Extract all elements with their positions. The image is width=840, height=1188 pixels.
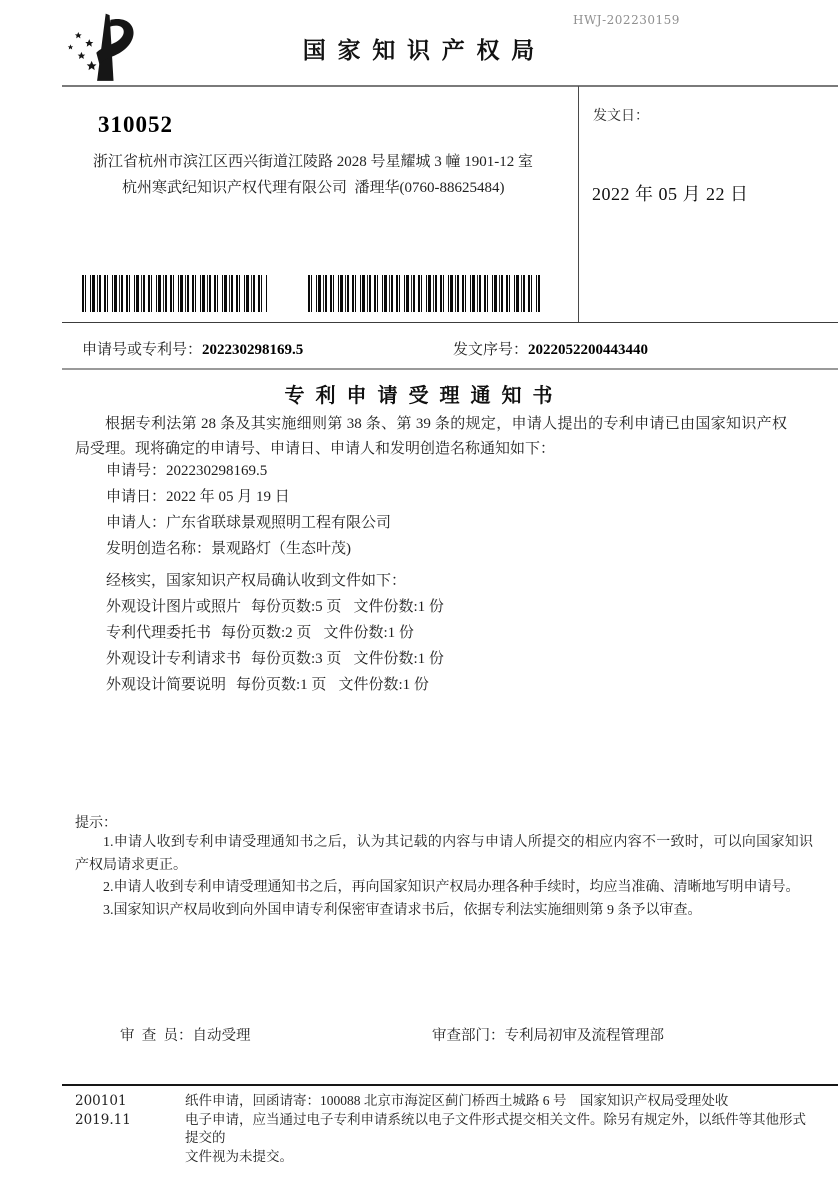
dispatch-date-value: 2022 年 05 月 22 日 bbox=[592, 184, 749, 204]
document-name: 专利代理委托书 bbox=[106, 625, 212, 641]
examiner-value: 自动受理 bbox=[192, 1028, 251, 1044]
footer-note-text: 电子申请，应当通过电子专利申请系统以电子文件形式提交相关文件。除另有规定外，以纸件等其他形式提交的 bbox=[185, 1111, 806, 1145]
document-name: 外观设计简要说明 bbox=[106, 677, 227, 693]
footer-note-text: 文件视为未提交。 bbox=[185, 1148, 293, 1164]
recipient-postal-code: 310052 bbox=[98, 112, 173, 137]
footer-note-text: 纸件申请，回函请寄：100088 北京市海淀区蓟门桥西土城路 6 号 国家知识产权局受理处收 bbox=[185, 1093, 729, 1108]
field-applicant bbox=[106, 510, 391, 536]
footer-row bbox=[75, 1111, 815, 1148]
tip-item-1: 1.申请人收到专利申请受理通知书之后，认为其记载的内容与申请人所提交的相应内容不一致时，可以向国家知识产权局请求更正。 bbox=[75, 835, 813, 873]
footer-form-code: 2019.11 bbox=[75, 1111, 131, 1128]
examiner-label: 审 查 员： bbox=[120, 1028, 193, 1044]
field-value: 202230298169.5 bbox=[166, 463, 268, 479]
footer-form-code bbox=[75, 1148, 185, 1167]
tips-list bbox=[75, 832, 813, 922]
serial-number-value: 2022052200443440 bbox=[528, 342, 649, 358]
field-filing-date bbox=[106, 484, 391, 510]
application-number-value: 202230298169.5 bbox=[202, 342, 304, 358]
received-documents-list bbox=[106, 568, 444, 698]
barcode-application-number bbox=[82, 275, 268, 312]
field-label: 申请人： bbox=[106, 515, 167, 531]
tips-heading: 提示： bbox=[75, 816, 117, 831]
recipient-address-line1: 浙江省杭州市滨江区西兴街道江陵路 2028 号星耀城 3 幢 1901-12 室 bbox=[93, 154, 533, 170]
document-reference-code: HWJ-202230159 bbox=[573, 13, 680, 27]
document-pages: 每份页数:3 页 bbox=[251, 651, 342, 667]
document-copies: 文件份数:1 份 bbox=[353, 651, 444, 667]
application-number-field bbox=[82, 338, 303, 359]
document-copies: 文件份数:1 份 bbox=[353, 599, 444, 615]
department-field bbox=[432, 1024, 664, 1045]
document-pages: 每份页数:5 页 bbox=[251, 599, 342, 615]
document-row bbox=[106, 672, 444, 698]
header-divider bbox=[62, 85, 838, 87]
document-row bbox=[106, 646, 444, 672]
footer-row bbox=[75, 1148, 815, 1167]
field-label: 申请日： bbox=[106, 489, 167, 505]
verify-line: 经核实，国家知识产权局确认收到文件如下： bbox=[106, 573, 407, 589]
footer-notes bbox=[75, 1092, 815, 1166]
tip-item-3: 3.国家知识产权局收到向外国申请专利保密审查请求书后，依据专利法实施细则第 9 条予以审查。 bbox=[103, 902, 702, 918]
field-value: 广东省联球景观照明工程有限公司 bbox=[166, 515, 392, 531]
document-copies: 文件份数:1 份 bbox=[323, 625, 414, 641]
footer-form-code: 200101 bbox=[75, 1093, 127, 1109]
document-name: 外观设计图片或照片 bbox=[106, 599, 242, 615]
document-row bbox=[106, 594, 444, 620]
footer-divider bbox=[62, 1084, 838, 1086]
department-label: 审查部门： bbox=[432, 1028, 505, 1044]
agency-title: 国 家 知 识 产 权 局 bbox=[302, 38, 538, 63]
document-pages: 每份页数:2 页 bbox=[221, 625, 312, 641]
serial-number-label: 发文序号： bbox=[453, 342, 529, 358]
dispatch-date-label: 发文日： bbox=[593, 109, 649, 124]
barcode-serial-number bbox=[308, 275, 540, 312]
serial-number-field bbox=[453, 338, 648, 359]
examiner-field bbox=[120, 1024, 251, 1045]
footer-row bbox=[75, 1092, 815, 1111]
recipient-address-line2: 杭州寒武纪知识产权代理有限公司 潘理华(0760-88625484) bbox=[122, 180, 505, 196]
field-value: 景观路灯（生态叶茂) bbox=[211, 541, 352, 557]
reference-row-divider bbox=[62, 368, 838, 370]
application-fields-list bbox=[106, 458, 391, 562]
document-row bbox=[106, 620, 444, 646]
barcode-divider bbox=[62, 322, 838, 323]
field-label: 发明创造名称： bbox=[106, 541, 212, 557]
field-label: 申请号： bbox=[106, 463, 167, 479]
dispatch-box-border bbox=[578, 86, 579, 323]
document-name: 外观设计专利请求书 bbox=[106, 651, 242, 667]
document-pages: 每份页数:1 页 bbox=[236, 677, 327, 693]
field-value: 2022 年 05 月 19 日 bbox=[166, 489, 290, 505]
field-invention-title bbox=[106, 536, 391, 562]
notice-title: 专 利 申 请 受 理 通 知 书 bbox=[284, 385, 556, 407]
field-application-number bbox=[106, 458, 391, 484]
notice-intro-paragraph: 根据专利法第 28 条及其实施细则第 38 条、第 39 条的规定，申请人提出的专利申请已由国家知识产权局受理。现将确定的申请号、申请日、申请人和发明创造名称通知如下： bbox=[75, 416, 787, 457]
department-value: 专利局初审及流程管理部 bbox=[504, 1028, 664, 1044]
document-copies: 文件份数:1 份 bbox=[338, 677, 429, 693]
tip-item-2: 2.申请人收到专利申请受理通知书之后，再向国家知识产权局办理各种手续时，均应当准确、清晰地写明申请号。 bbox=[103, 880, 800, 895]
application-number-label: 申请号或专利号： bbox=[82, 342, 203, 358]
